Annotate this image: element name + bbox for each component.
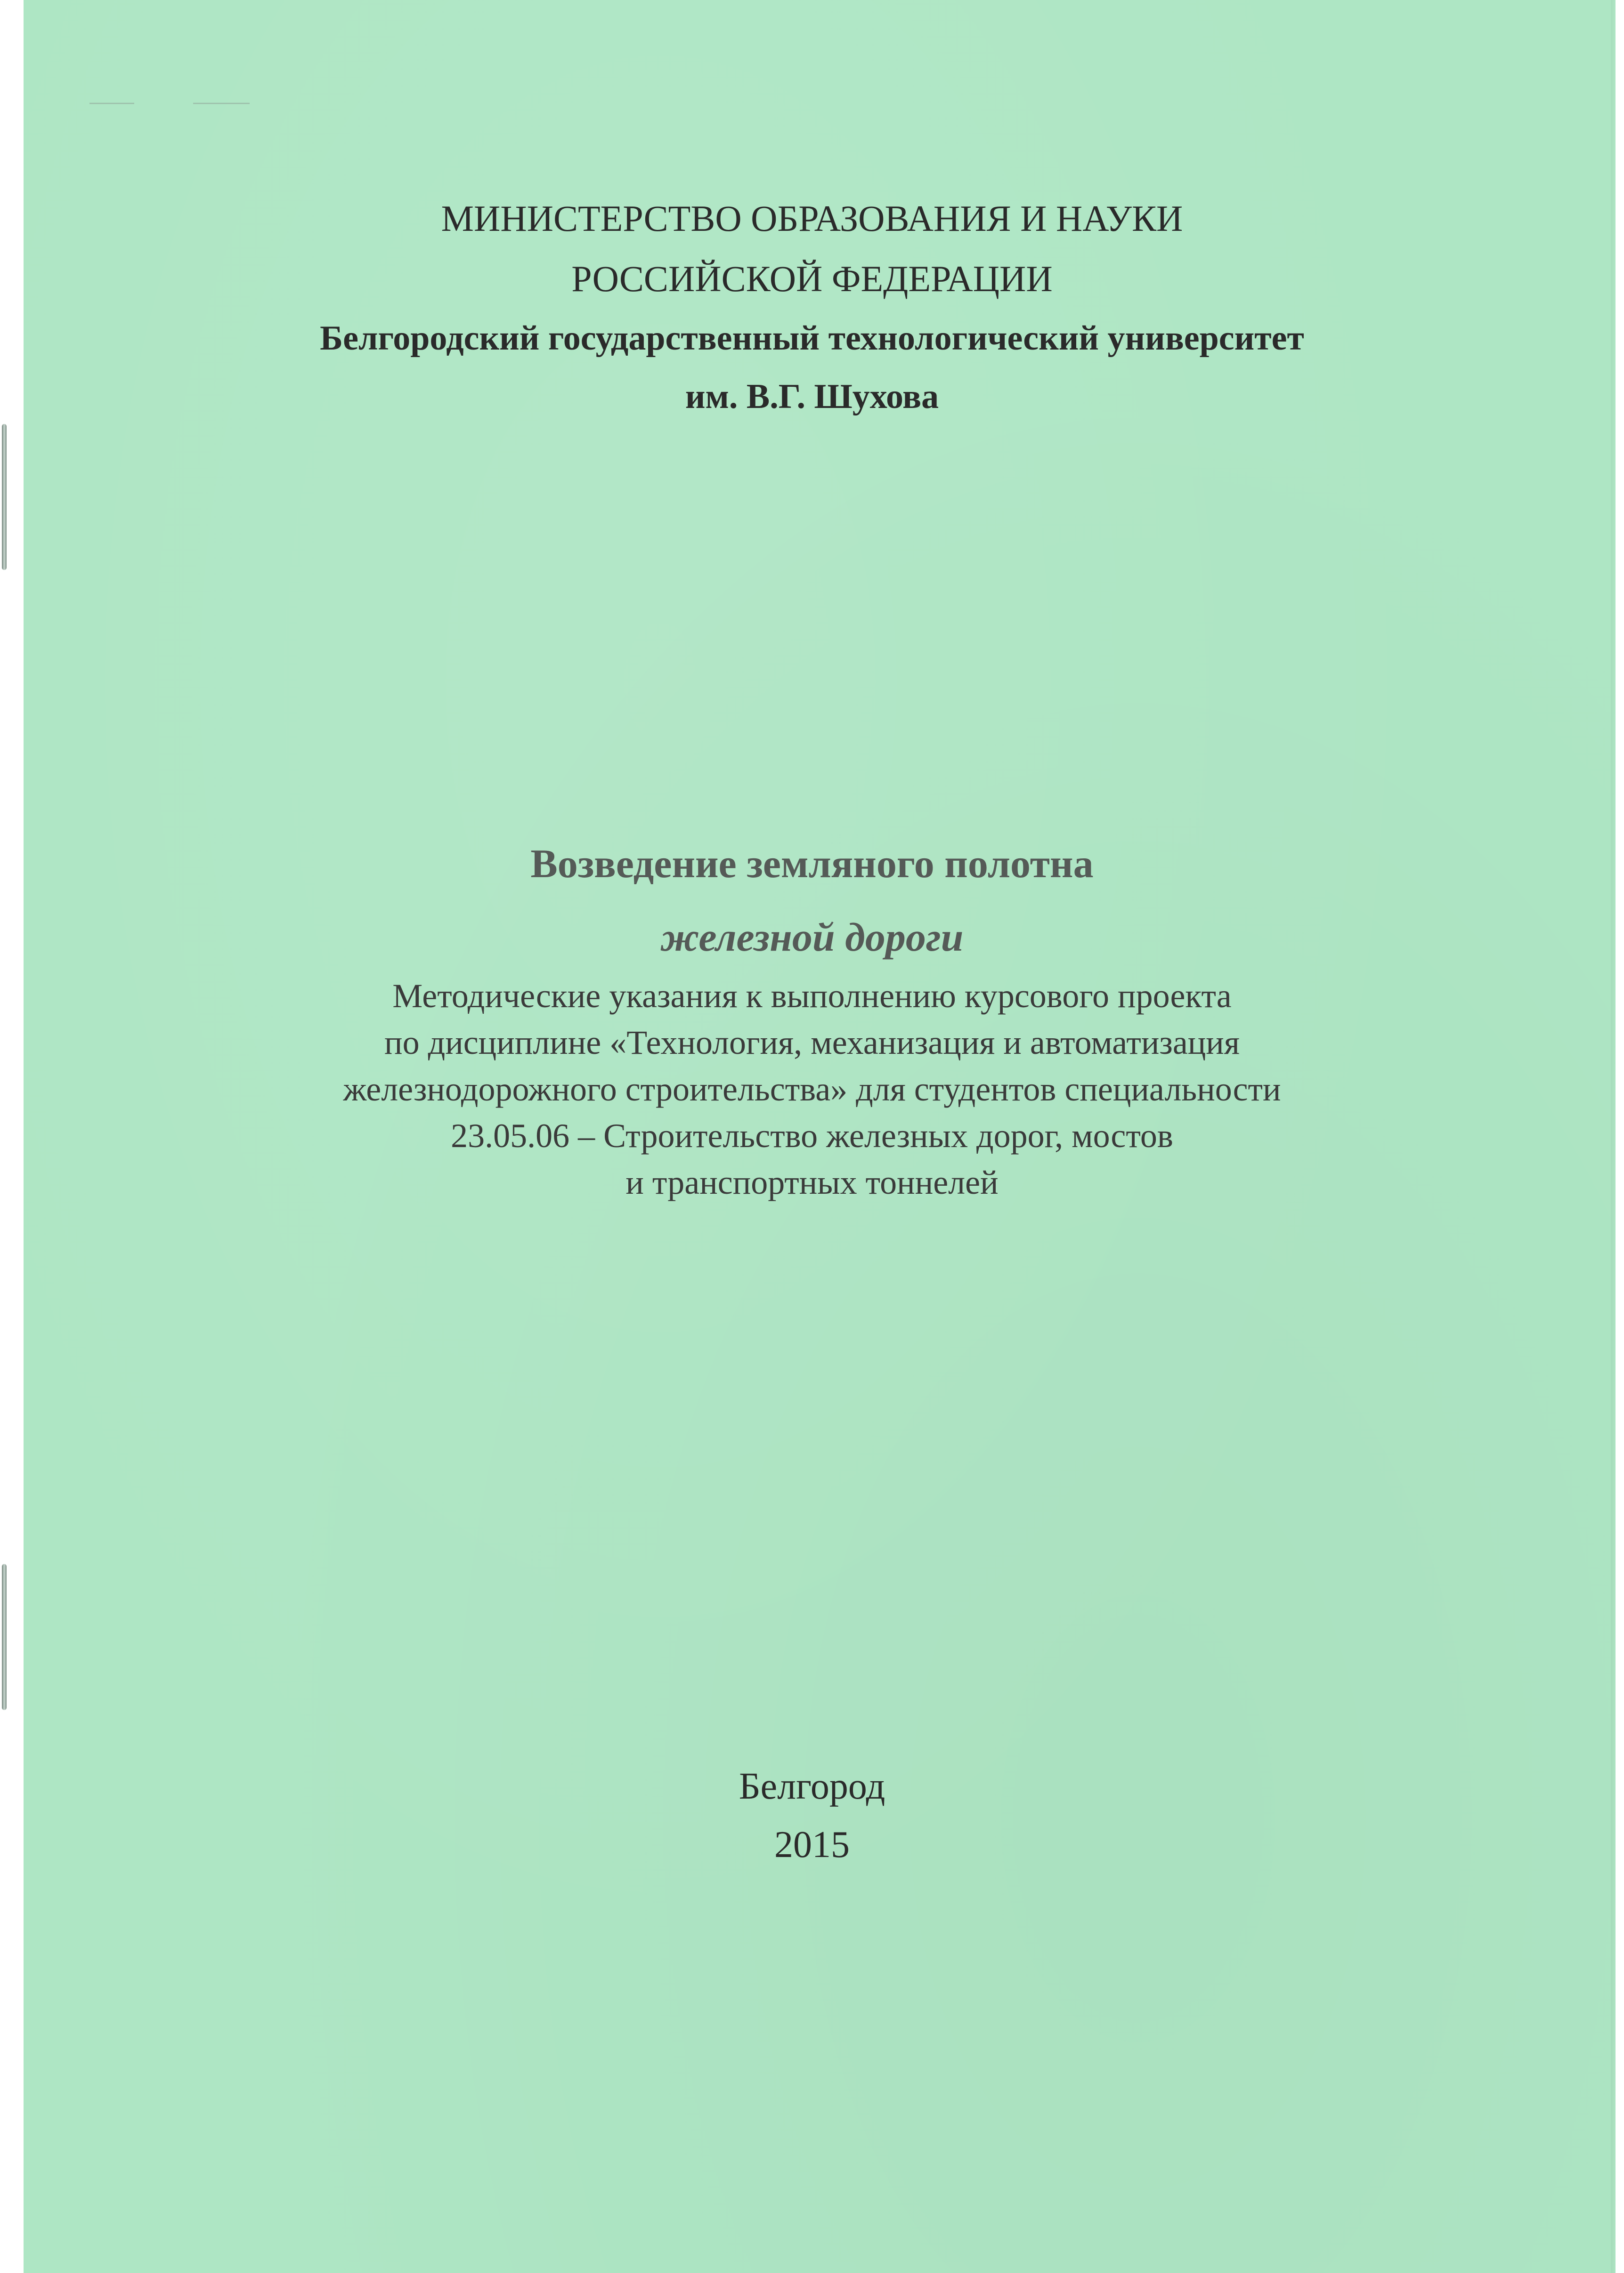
- header-block: [0, 188, 1624, 426]
- scan-mark: [193, 103, 250, 104]
- staple-bottom: [2, 1564, 7, 1710]
- ministry-line-2: РОССИЙСКОЙ ФЕДЕРАЦИИ: [571, 258, 1053, 299]
- title-line-1: Возведение земляного полотна: [530, 841, 1094, 886]
- document-title: [0, 827, 1624, 974]
- description-line: и транспортных тоннелей: [625, 1164, 999, 1201]
- scan-mark: [89, 103, 134, 104]
- city: Белгород: [739, 1766, 885, 1807]
- university-namesake: им. В.Г. Шухова: [685, 377, 939, 416]
- imprint: [0, 1757, 1624, 1874]
- ministry-line-1: МИНИСТЕРСТВО ОБРАЗОВАНИЯ И НАУКИ: [441, 198, 1183, 239]
- document-description: [0, 973, 1624, 1206]
- description-line: железнодорожного строительства» для студентов специальности: [343, 1070, 1281, 1108]
- description-line: 23.05.06 – Строительство железных дорог, мостов: [451, 1117, 1173, 1155]
- year: 2015: [774, 1824, 850, 1866]
- staple-top: [2, 424, 7, 570]
- description-line: по дисциплине «Технология, механизация и автоматизация: [384, 1024, 1240, 1061]
- title-line-2: железной дороги: [660, 914, 964, 960]
- university-name: Белгородский государственный технологический университет: [320, 319, 1304, 358]
- description-line: Методические указания к выполнению курсового проекта: [392, 977, 1232, 1015]
